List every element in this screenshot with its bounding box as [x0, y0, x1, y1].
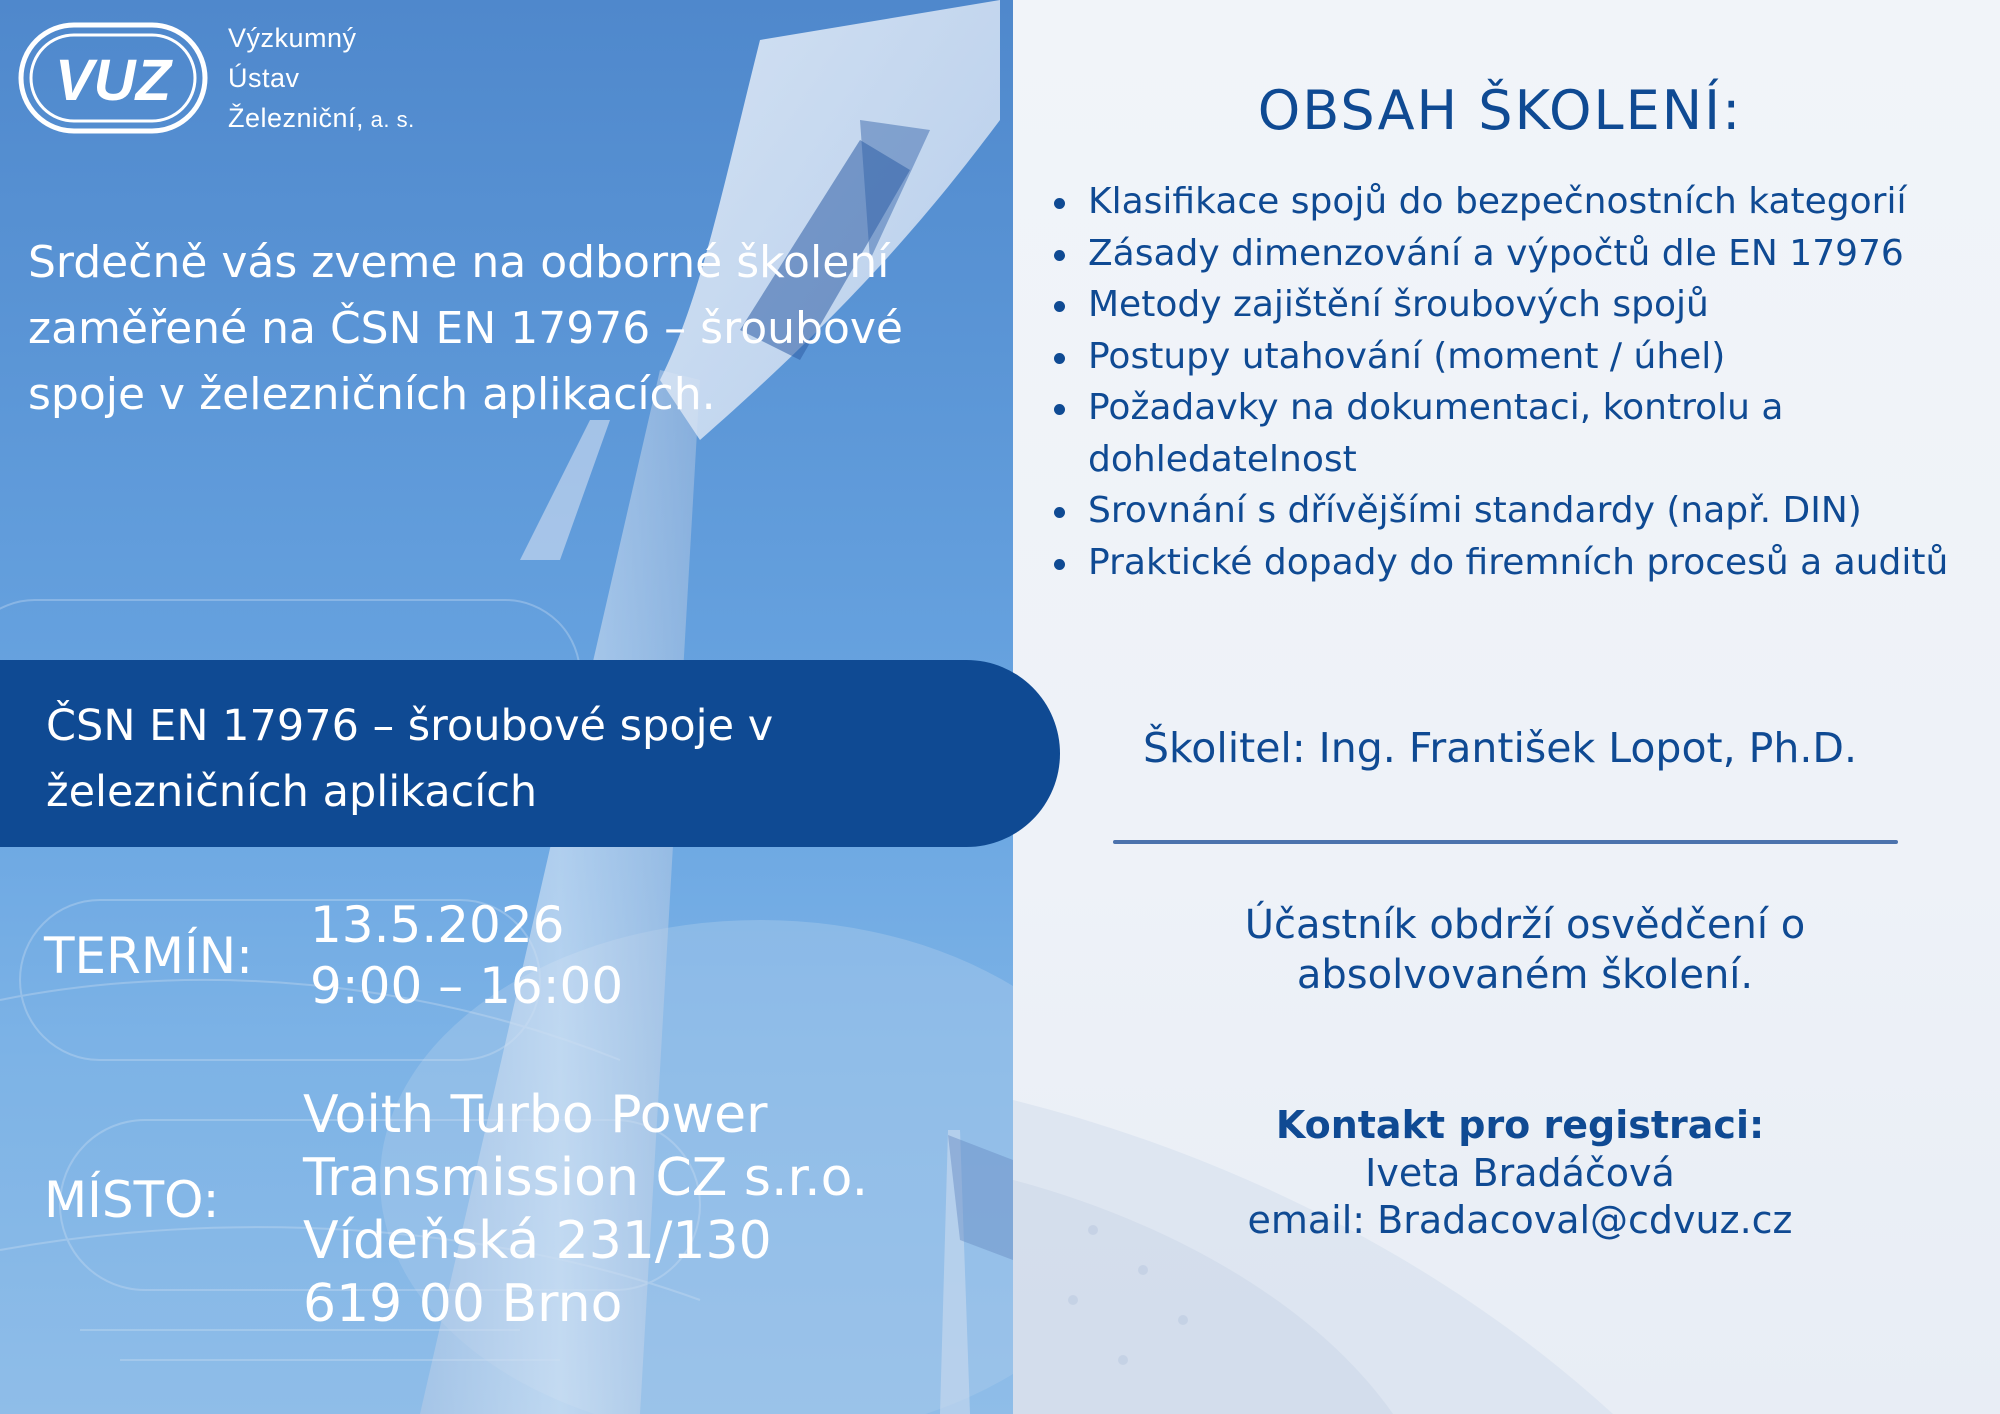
bullet-icon [1054, 404, 1065, 415]
list-item [1050, 331, 1990, 383]
term-date: 13.5.2026 [310, 896, 565, 954]
list-item-text: Postupy utahování (moment / úhel) [1088, 335, 1726, 377]
list-item-text: Zásady dimenzování a výpočtů dle EN 17976 [1088, 232, 1904, 274]
course-title: ČSN EN 17976 – šroubové spoje v železničních aplikacích [46, 701, 774, 817]
bullet-icon [1054, 250, 1065, 261]
company-name [228, 18, 415, 140]
place-address [303, 1084, 868, 1336]
place-label: MÍSTO: [44, 1171, 220, 1229]
list-item [1050, 537, 1990, 589]
company-name-line-2: Ústav [228, 63, 300, 93]
contact-name: Iveta Bradáčová [1365, 1151, 1675, 1195]
bullet-icon [1054, 353, 1065, 364]
place-line: Vídeňská 231/130 [303, 1211, 772, 1271]
certificate-note: Účastník obdrží osvědčení o absolvovaném školení. [1244, 902, 1806, 998]
content-list [1050, 176, 1990, 588]
list-item [1050, 176, 1990, 228]
list-item-text: Metody zajištění šroubových spojů [1088, 284, 1709, 325]
company-legal-form: a. s. [364, 107, 415, 132]
content-title: OBSAH ŠKOLENÍ: [1257, 79, 1743, 142]
list-item-text: Srovnání s dřívějšími standardy (např. DIN) [1088, 490, 1862, 531]
bullet-icon [1054, 301, 1065, 312]
bullet-icon [1054, 198, 1065, 209]
company-name-line-1: Výzkumný [228, 23, 357, 53]
contact-email-link[interactable]: email: Bradacoval@cdvuz.cz [1247, 1198, 1793, 1242]
place-line: Voith Turbo Power [303, 1085, 768, 1145]
invitation-text: Srdečně vás zveme na odborné školení zaměřené na ČSN EN 17976 – šroubové spoje v železničních aplikacích. [28, 237, 903, 420]
contact-heading: Kontakt pro registraci: [1275, 1103, 1765, 1147]
list-item-text: Klasifikace spojů do bezpečnostních kategorií [1088, 181, 1907, 222]
company-name-line-3-main: Železniční, [228, 103, 365, 133]
list-item-text: Požadavky na dokumentaci, kontrolu a dohledatelnost [1088, 387, 1784, 480]
list-item [1050, 382, 1990, 485]
bullet-icon [1054, 559, 1065, 570]
bullet-icon [1054, 507, 1065, 518]
divider [1113, 840, 1898, 844]
logo-mark: VUZ [55, 48, 171, 113]
list-item [1050, 228, 1990, 280]
term-label: TERMÍN: [44, 927, 254, 985]
place-line: 619 00 Brno [303, 1274, 623, 1334]
place-line: Transmission CZ s.r.o. [303, 1148, 869, 1208]
company-name-line-3 [228, 98, 415, 140]
list-item-text: Praktické dopady do firemních procesů a auditů [1088, 541, 1949, 583]
list-item [1050, 485, 1990, 537]
trainer-name: Školitel: Ing. František Lopot, Ph.D. [1142, 724, 1858, 772]
term-time: 9:00 – 16:00 [310, 957, 624, 1015]
vuz-logo [18, 22, 208, 134]
list-item [1050, 279, 1990, 331]
